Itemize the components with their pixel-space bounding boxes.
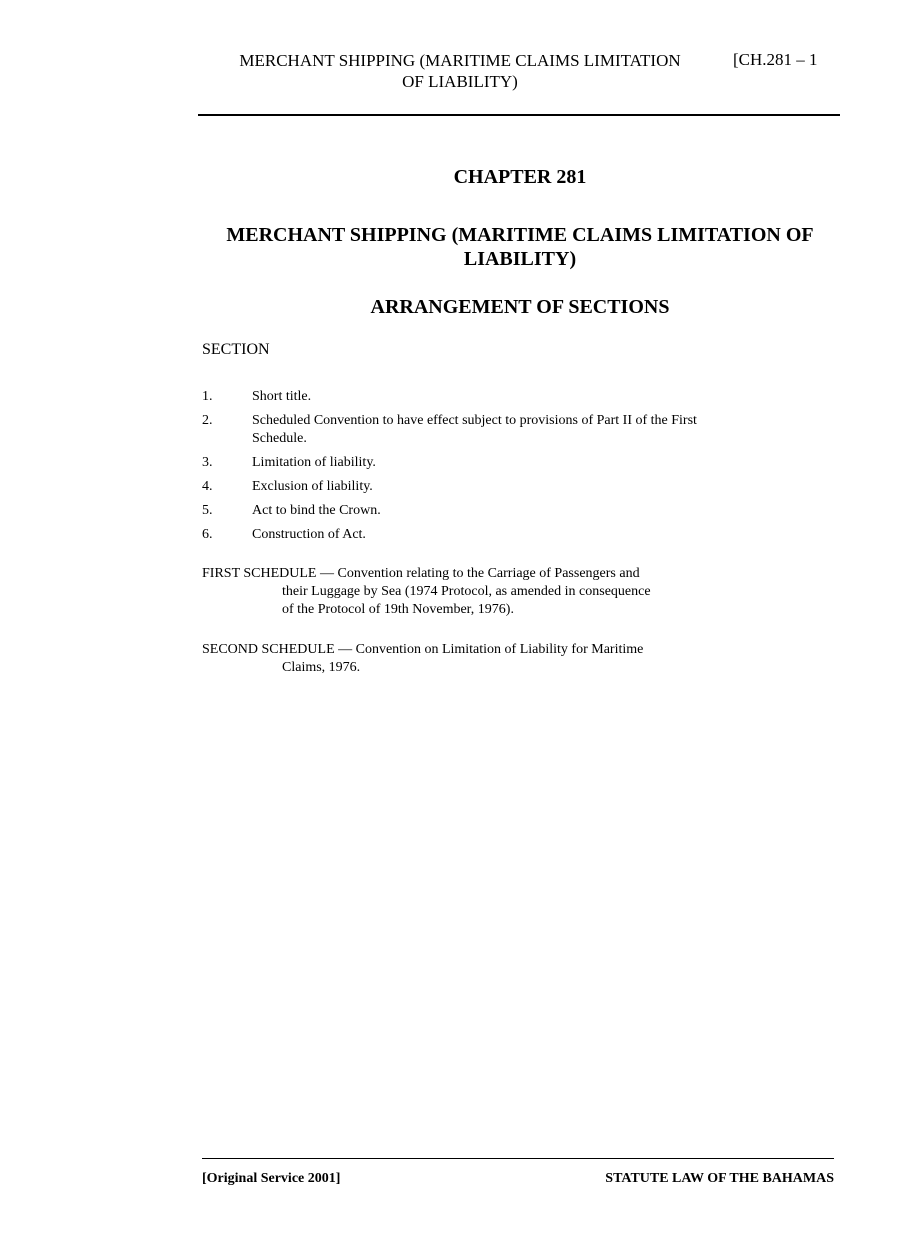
running-header-title — [200, 50, 720, 92]
header-title-line2: OF LIABILITY) — [402, 72, 518, 91]
arrangement-heading: ARRANGEMENT OF SECTIONS — [370, 296, 670, 318]
section-title: Limitation of liability. — [252, 455, 376, 470]
section-title: Exclusion of liability. — [252, 479, 373, 494]
section-number: 6. — [202, 527, 213, 542]
section-title: Short title. — [252, 389, 312, 404]
second-schedule-line2: Claims, 1976. — [282, 660, 361, 675]
second-schedule-line1: SECOND SCHEDULE — Convention on Limitation of Liability for Maritime — [202, 642, 644, 657]
section-number: 2. — [202, 413, 213, 428]
first-schedule-entry — [202, 565, 722, 619]
chapter-page-ref: [CH.281 – 1 — [733, 50, 818, 69]
service-note: [Original Service 2001] — [202, 1171, 341, 1186]
act-title-line2: LIABILITY) — [463, 248, 577, 270]
sections-list — [202, 388, 722, 550]
section-title: Scheduled Convention to have effect subject to provisions of Part II of the First Schedule. — [252, 413, 697, 446]
act-title — [200, 223, 840, 271]
header-title-line1: MERCHANT SHIPPING (MARITIME CLAIMS LIMITATION — [239, 51, 681, 70]
first-schedule-line3: of the Protocol of 19th November, 1976). — [282, 602, 514, 617]
section-number: 1. — [202, 389, 213, 404]
list-item — [202, 412, 722, 448]
list-item — [202, 502, 722, 520]
section-number: 3. — [202, 455, 213, 470]
section-title: Act to bind the Crown. — [252, 503, 381, 518]
list-item — [202, 454, 722, 472]
section-label: SECTION — [202, 341, 270, 358]
list-item — [202, 478, 722, 496]
footer-rule — [202, 1158, 834, 1159]
section-number: 4. — [202, 479, 213, 494]
second-schedule-entry — [202, 641, 722, 677]
list-item — [202, 526, 722, 544]
act-title-line1: MERCHANT SHIPPING (MARITIME CLAIMS LIMITATION OF — [226, 224, 814, 246]
first-schedule-line2: their Luggage by Sea (1974 Protocol, as amended in consequence — [282, 584, 651, 599]
header-rule — [198, 114, 840, 116]
statute-law-label: STATUTE LAW OF THE BAHAMAS — [605, 1171, 834, 1186]
first-schedule-line1: FIRST SCHEDULE — Convention relating to the Carriage of Passengers and — [202, 566, 640, 581]
section-number: 5. — [202, 503, 213, 518]
chapter-heading: CHAPTER 281 — [453, 166, 587, 188]
list-item — [202, 388, 722, 406]
section-title: Construction of Act. — [252, 527, 366, 542]
